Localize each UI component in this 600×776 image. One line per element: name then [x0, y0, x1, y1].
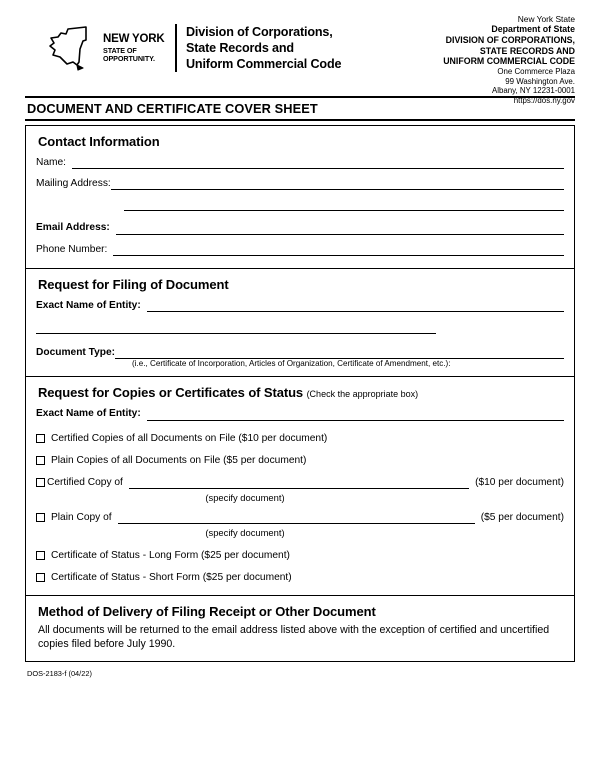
copies-entity-input-line[interactable] [147, 409, 564, 421]
agency-line-2: Department of State [491, 24, 575, 35]
document-type-label: Document Type: [36, 347, 116, 359]
filing-entity-label: Exact Name of Entity: [36, 299, 141, 311]
checkbox-plain-copy-of[interactable] [36, 513, 45, 522]
email-input-line[interactable] [116, 223, 564, 235]
agency-website: https://dos.ny.gov [513, 96, 575, 106]
checkbox-label-status-short-form: Certificate of Status - Short Form ($25 per document) [51, 571, 292, 583]
plain-copy-specify-hint: (specify document) [205, 526, 285, 538]
logo-line-2: STATE OF [103, 45, 137, 55]
agency-brand [25, 12, 341, 72]
checkbox-status-short-form[interactable] [36, 573, 45, 582]
checkbox-plain-copies-all[interactable] [36, 456, 45, 465]
delivery-section-title: Method of Delivery of Filing Receipt or Other Document [38, 603, 376, 619]
checkbox-row-plain-copy-of[interactable] [36, 512, 564, 524]
filing-entity-input-line[interactable] [147, 300, 564, 312]
page-title: DOCUMENT AND CERTIFICATE COVER SHEET [27, 101, 318, 116]
field-row-mailing-address [36, 178, 564, 190]
agency-line-6: One Commerce Plaza [497, 67, 575, 77]
section-contact-information [26, 126, 574, 269]
copies-section-subtitle: (Check the appropriate box) [306, 389, 419, 400]
checkbox-row-certified-copies-all[interactable] [36, 433, 564, 444]
delivery-section-text: All documents will be returned to the email address listed above with the exception of certified and uncertified copies filed before July 1990. [38, 623, 550, 650]
checkbox-row-plain-copies-all[interactable] [36, 455, 564, 466]
mailing-address-label: Mailing Address: [36, 178, 111, 190]
agency-line-5: UNIFORM COMMERCIAL CODE [443, 56, 575, 67]
plain-copy-price: ($5 per document) [480, 512, 564, 524]
checkbox-row-status-short-form[interactable] [36, 572, 564, 583]
checkbox-certified-copies-all[interactable] [36, 434, 45, 443]
new-york-state-outline-icon [47, 24, 109, 72]
filing-section-title: Request for Filing of Document [38, 276, 229, 292]
agency-line-1: New York State [517, 14, 575, 24]
checkbox-label-plain-copies-all: Plain Copies of all Documents on File ($5 per document) [51, 454, 307, 466]
division-title [186, 24, 341, 72]
field-row-filing-entity-2 [36, 322, 564, 334]
mailing-address-input-line[interactable] [111, 178, 564, 190]
checkbox-row-status-long-form[interactable] [36, 550, 564, 561]
field-row-name [36, 157, 564, 169]
title-rule-bottom [25, 119, 575, 121]
agency-line-8: Albany, NY 12231-0001 [491, 86, 575, 96]
field-row-copies-entity [36, 408, 564, 420]
agency-line-4: STATE RECORDS AND [479, 45, 575, 56]
section-request-copies [26, 377, 574, 595]
checkbox-label-status-long-form: Certificate of Status - Long Form ($25 per document) [51, 549, 290, 561]
document-type-hint: (i.e., Certificate of Incorporation, Articles of Organization, Certificate of Amendment, etc.): [132, 359, 451, 369]
form-number-footer: DOS-2183-f (04/22) [27, 669, 92, 679]
logo-line-1: NEW YORK [103, 33, 165, 46]
copies-entity-label: Exact Name of Entity: [36, 408, 141, 420]
field-row-filing-entity [36, 300, 564, 312]
mailing-address-input-line-2[interactable] [124, 199, 564, 211]
division-title-line-3: Uniform Commercial Code [185, 57, 342, 72]
name-label: Name: [36, 157, 67, 168]
checkbox-label-plain-copy-of: Plain Copy of [51, 512, 112, 524]
agency-address-block [443, 12, 575, 106]
logo-line-3: OPPORTUNITY. [103, 53, 155, 63]
division-title-line-2: State Records and [185, 41, 294, 56]
checkbox-status-long-form[interactable] [36, 551, 45, 560]
checkbox-certified-copy-of[interactable] [36, 478, 45, 487]
agency-line-3: DIVISION OF CORPORATIONS, [445, 34, 575, 45]
checkbox-label-certified-copies-all: Certified Copies of all Documents on File ($10 per document) [51, 432, 328, 444]
field-row-mailing-address-2 [36, 199, 564, 211]
copies-section-title-text: Request for Copies or Certificates of Status [38, 385, 304, 401]
contact-section-title: Contact Information [38, 134, 160, 149]
certified-copy-specify-input-line[interactable] [129, 477, 469, 489]
agency-line-7: 99 Washington Ave. [505, 76, 575, 86]
phone-number-label: Phone Number: [36, 243, 108, 255]
checkbox-row-certified-copy-of[interactable] [36, 477, 564, 489]
filing-entity-input-line-2[interactable] [36, 322, 436, 334]
email-address-label: Email Address: [36, 222, 110, 234]
name-input-line[interactable] [72, 157, 564, 169]
certified-copy-price: ($10 per document) [475, 477, 564, 489]
new-york-state-logo [47, 24, 164, 72]
field-row-phone [36, 244, 564, 256]
checkbox-label-certified-copy-of: Certified Copy of [47, 477, 123, 489]
brand-divider [175, 24, 177, 72]
section-method-of-delivery [26, 596, 574, 662]
phone-input-line[interactable] [113, 244, 564, 256]
form-body [25, 125, 575, 662]
field-row-email [36, 222, 564, 234]
section-request-filing [26, 269, 574, 378]
certified-copy-specify-hint: (specify document) [205, 491, 285, 503]
masthead [25, 0, 575, 106]
division-title-line-1: Division of Corporations, [185, 25, 333, 39]
copies-section-title [38, 385, 564, 400]
plain-copy-specify-input-line[interactable] [118, 512, 475, 524]
field-row-document-type [36, 347, 564, 359]
logo-wordmark [103, 34, 164, 62]
document-type-input-line[interactable] [115, 347, 564, 359]
